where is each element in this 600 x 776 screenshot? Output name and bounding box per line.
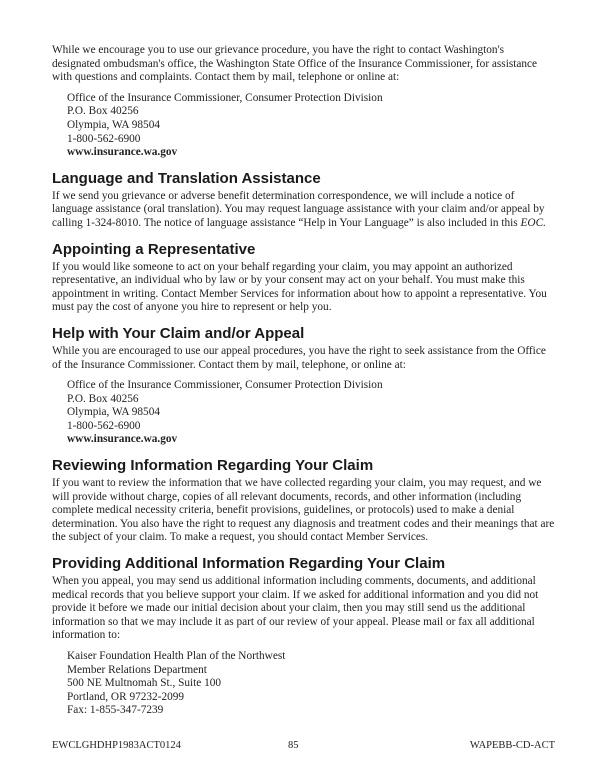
section-heading-help: Help with Your Claim and/or Appeal bbox=[52, 324, 305, 342]
address-line: Kaiser Foundation Health Plan of the Northwest bbox=[67, 650, 286, 662]
language-text: If we send you grievance or adverse benefit determination correspondence, we will include a notice of language assistance (oral translation). You may request language assistance with your claim and/or appeal by calling 1-324-8010. The notice of language assistance “Help in Your Language” is also included in this bbox=[52, 189, 545, 229]
additional-paragraph: When you appeal, you may send us additional information including comments, documents, and additional medical records that you believe support your claim. If we asked for additional information and you did not provide it before we made our initial decision about your claim, then you may still send us the additional information so that we may include it as part of our review of your appeal. Please mail or fax all additional information to: bbox=[52, 575, 539, 642]
reviewing-paragraph: If you want to review the information that we have collected regarding your claim, you may request, and we will provide without charge, copies of all relevant documents, records, and other information (including complete medical necessity criteria, benefit provisions, guidelines, or protocols) used to make a denial determination. You also have the right to request any diagnosis and treatment codes and their meanings that are the subject of your claim. To make a request, you should contact Member Services. bbox=[52, 477, 555, 544]
address-line: Office of the Insurance Commissioner, Consumer Protection Division bbox=[67, 379, 383, 392]
help-paragraph: While you are encouraged to use our appeal procedures, you have the right to seek assistance from the Office of the Insurance Commissioner. Contact them by mail, telephone, or online at: bbox=[52, 344, 546, 371]
section-heading-representative: Appointing a Representative bbox=[52, 240, 256, 258]
kaiser-address bbox=[67, 650, 555, 718]
footer-form-code: WAPEBB-CD-ACT bbox=[469, 740, 555, 751]
eoc-reference: EOC. bbox=[520, 216, 546, 229]
section-heading-additional: Providing Additional Information Regarding Your Claim bbox=[52, 555, 446, 573]
website-link[interactable]: www.insurance.wa.gov bbox=[67, 146, 178, 159]
language-paragraph bbox=[52, 190, 555, 231]
intro-paragraph: While we encourage you to use our grievance procedure, you have the right to contact Washington's designated ombudsman's office, the Washington State Office of the Insurance Commissioner, for assistance with questions and complaints. Contact them by mail, telephone or online at: bbox=[52, 44, 538, 84]
address-line: P.O. Box 40256 bbox=[67, 392, 139, 405]
page-number: 85 bbox=[288, 740, 299, 751]
address-line: 1-800-562-6900 bbox=[67, 132, 141, 145]
address-line: 500 NE Multnomah St., Suite 100 bbox=[67, 677, 222, 690]
address-line: Office of the Insurance Commissioner, Consumer Protection Division bbox=[67, 91, 383, 104]
document-page bbox=[52, 44, 555, 718]
ombudsman-address bbox=[67, 92, 555, 160]
section-heading-language: Language and Translation Assistance bbox=[52, 169, 321, 187]
address-line: Portland, OR 97232-2099 bbox=[67, 690, 185, 703]
address-line: Olympia, WA 98504 bbox=[67, 406, 160, 419]
address-line: P.O. Box 40256 bbox=[67, 105, 139, 118]
commissioner-address bbox=[67, 379, 555, 447]
address-line: Member Relations Department bbox=[67, 663, 207, 676]
section-heading-reviewing: Reviewing Information Regarding Your Claim bbox=[52, 457, 374, 475]
website-link[interactable]: www.insurance.wa.gov bbox=[67, 433, 178, 446]
address-line: Fax: 1-855-347-7239 bbox=[67, 704, 164, 717]
address-line: 1-800-562-6900 bbox=[67, 419, 141, 432]
footer-doc-code: EWCLGHDHP1983ACT0124 bbox=[52, 740, 181, 751]
representative-paragraph: If you would like someone to act on your behalf regarding your claim, you may appoint an authorized representative, an individual who by law or by your consent may act on your behalf. You must make this appointment in writing. Contact Member Services for information about how to appoint a representative. You must pay the cost of anyone you hire to represent or help you. bbox=[52, 260, 547, 314]
address-line: Olympia, WA 98504 bbox=[67, 118, 160, 131]
